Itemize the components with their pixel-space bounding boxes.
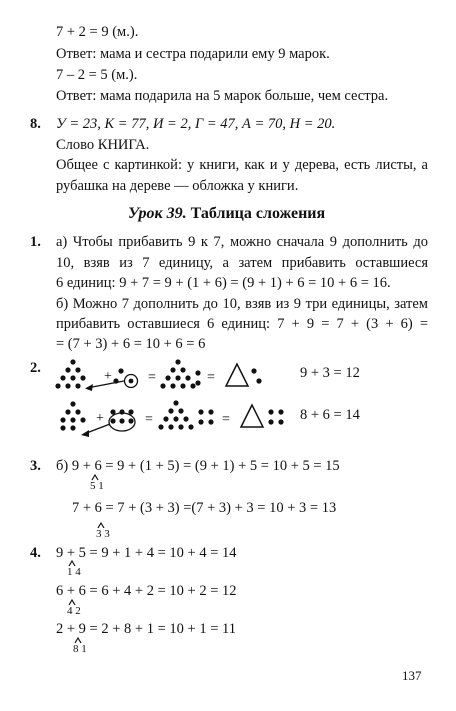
task-8-line-3-text: Общее с картинкой: у книги, как и у дерева, есть листы, а <box>56 157 428 173</box>
dot-group-eight <box>60 401 85 430</box>
triangle-ten-plus-two <box>226 364 262 386</box>
task-8-line-2: Слово КНИГА. <box>56 137 150 153</box>
plus-sign: + <box>104 369 112 384</box>
task-2-number: 2. <box>30 360 41 376</box>
lesson-prefix: Урок 39. <box>128 205 187 222</box>
task-1-line-4-text: б) Можно 7 дополнить до 10, взяв из 9 три единицы, затем <box>56 296 428 312</box>
task-4-split-2: 4 2 <box>67 605 81 617</box>
task-4-equation-1: 9 + 5 = 9 + 1 + 4 = 10 + 4 = 14 <box>56 545 237 561</box>
task-3-split-1: 5 1 <box>90 480 104 492</box>
task-3-split-2: 3 3 <box>96 528 110 540</box>
dot-group-six <box>81 409 135 437</box>
task-4-equation-3: 2 + 9 = 2 + 8 + 1 = 10 + 1 = 11 <box>56 621 236 637</box>
task-4-split-3: 8 1 <box>73 643 87 655</box>
triangle-ten-plus-four <box>241 405 284 427</box>
task-2-equation-2: 8 + 6 = 14 <box>300 407 360 423</box>
task-1-line-5-text: прибавить оставшиеся 6 единиц: 7 + 9 = 7 + (3 + 6) = <box>56 316 428 332</box>
task-1-number: 1. <box>30 234 41 250</box>
dot-group-ten-plus-two <box>160 359 200 388</box>
task-8-line-1: У = 23, К = 77, И = 2, Г = 47, А = 70, Н = 20. <box>56 116 336 132</box>
top-line-1: 7 + 2 = 9 (м.). <box>56 24 139 40</box>
equals-sign: = <box>148 370 156 385</box>
task-4-equation-2: 6 + 6 = 6 + 4 + 2 = 10 + 2 = 12 <box>56 583 237 599</box>
task-4-number: 4. <box>30 545 41 561</box>
plus-sign: + <box>96 411 104 426</box>
top-line-3: 7 – 2 = 5 (м.). <box>56 67 138 83</box>
task-1-line-6: = (7 + 3) + 6 = 10 + 6 = 6 <box>56 336 206 352</box>
top-line-2: Ответ: мама и сестра подарили ему 9 марок. <box>56 46 330 62</box>
task-4-split-1: 1 4 <box>67 566 81 578</box>
equals-sign: = <box>207 370 215 385</box>
top-line-4: Ответ: мама подарила на 5 марок больше, чем сестра. <box>56 88 389 104</box>
task-3-equation-2: 7 + 6 = 7 + (3 + 3) =(7 + 3) + 3 = 10 + 3 = 13 <box>72 500 337 516</box>
task-1-line-2-text: 10, взяв из 7 единицу, а затем прибавить оставшиеся <box>56 255 428 271</box>
page-number: 137 <box>402 668 422 683</box>
dot-group-nine <box>55 359 85 388</box>
task-1-line-3: 6 единиц: 9 + 7 = 9 + (1 + 6) = (9 + 1) + 6 = 10 + 6 = 16. <box>56 275 391 291</box>
task-3-equation-1: б) 9 + 6 = 9 + (1 + 5) = (9 + 1) + 5 = 10 + 5 = 15 <box>56 458 340 474</box>
task-3-number: 3. <box>30 458 41 474</box>
task-1-line-1-text: а) Чтобы прибавить 9 к 7, можно сначала 9 дополнить до <box>56 234 428 250</box>
lesson-name: Таблица сложения <box>190 205 326 222</box>
dot-group-ten-plus-four <box>158 400 213 429</box>
equals-sign: = <box>145 412 153 427</box>
task-8-number: 8. <box>30 116 41 132</box>
task-8-line-4: рубашка на дереве — обложка у книги. <box>56 178 299 194</box>
equals-sign: = <box>222 412 230 427</box>
task-2-equation-1: 9 + 3 = 12 <box>300 365 360 381</box>
